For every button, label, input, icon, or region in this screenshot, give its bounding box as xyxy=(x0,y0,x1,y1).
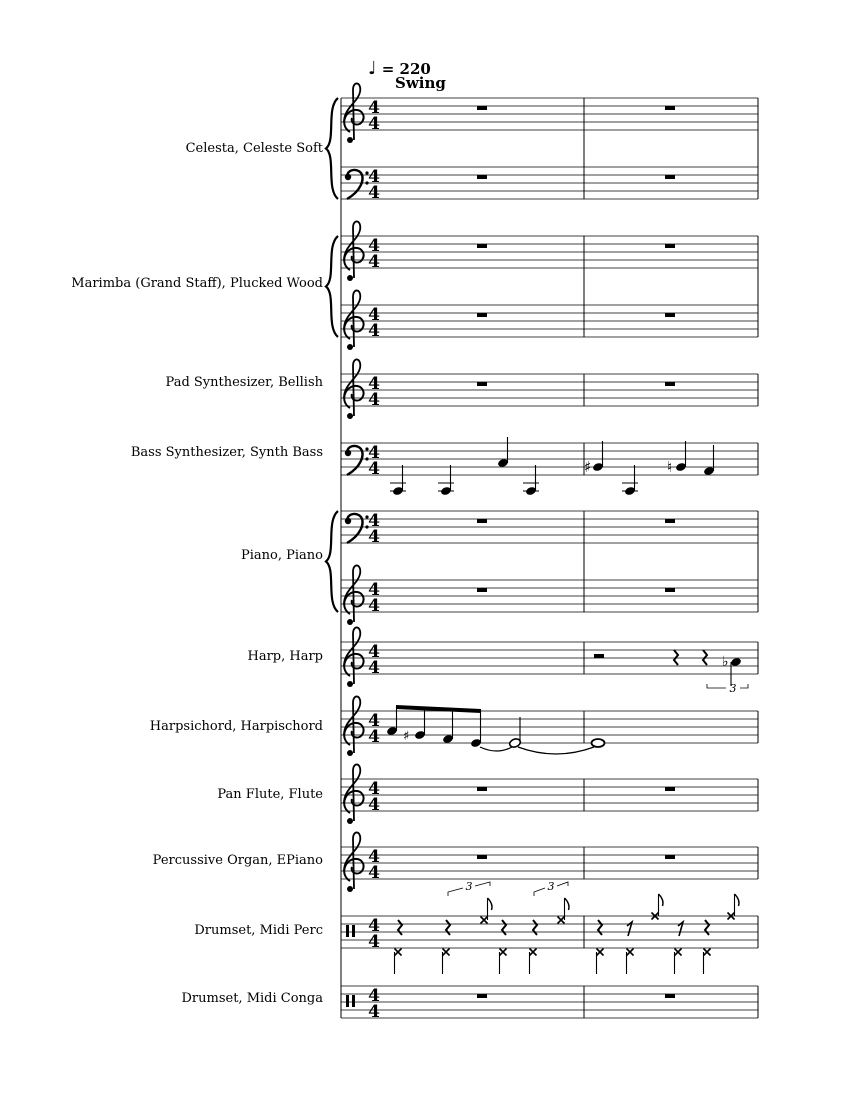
note-flag xyxy=(488,898,493,910)
beam xyxy=(396,705,481,713)
time-signature-top: 4 xyxy=(368,986,380,1006)
whole-rest xyxy=(477,382,487,386)
percussion-clef-icon xyxy=(346,995,355,1007)
time-signature-bottom: 4 xyxy=(368,527,380,547)
sharp-accidental: ♯ xyxy=(403,729,410,744)
accidental: ♮ xyxy=(667,458,673,476)
time-signature-bottom: 4 xyxy=(368,932,380,952)
tuplet-number: 3 xyxy=(465,880,473,893)
tie xyxy=(518,747,594,754)
bass-drum-x-notehead xyxy=(395,949,402,956)
time-signature-bottom: 4 xyxy=(368,1002,380,1022)
time-signature-bottom: 4 xyxy=(368,658,380,678)
time-signature-top: 4 xyxy=(368,511,380,531)
whole-rest xyxy=(665,382,675,386)
whole-rest xyxy=(477,175,487,179)
brace-icon xyxy=(326,236,338,337)
time-signature-bottom: 4 xyxy=(368,459,380,479)
time-signature-bottom: 4 xyxy=(368,795,380,815)
whole-rest xyxy=(477,106,487,110)
tuplet-number: 3 xyxy=(547,880,555,893)
time-signature-top: 4 xyxy=(368,167,380,187)
bass-drum-x-notehead xyxy=(597,949,604,956)
note-flag xyxy=(735,894,740,906)
whole-rest xyxy=(665,787,675,791)
treble-clef-icon xyxy=(344,83,364,143)
bass-drum-x-notehead xyxy=(675,949,682,956)
time-signature-bottom: 4 xyxy=(368,596,380,616)
time-signature-top: 4 xyxy=(368,443,380,463)
time-signature-bottom: 4 xyxy=(368,252,380,272)
accidental: ♯ xyxy=(584,458,592,476)
quarter-rest xyxy=(674,650,678,665)
whole-rest xyxy=(665,588,675,592)
tie xyxy=(480,747,512,751)
time-signature-top: 4 xyxy=(368,236,380,256)
time-signature-top: 4 xyxy=(368,779,380,799)
whole-rest xyxy=(665,313,675,317)
quarter-rest xyxy=(703,650,707,665)
bass-drum-x-notehead xyxy=(530,949,537,956)
whole-rest xyxy=(477,519,487,523)
whole-rest xyxy=(665,106,675,110)
brace-icon xyxy=(326,511,338,612)
time-signature-top: 4 xyxy=(368,305,380,325)
instrument-label-bass-synth: Bass Synthesizer, Synth Bass xyxy=(130,445,323,460)
whole-rest xyxy=(665,175,675,179)
time-signature-bottom: 4 xyxy=(368,727,380,747)
instrument-label-drumset-conga: Drumset, Midi Conga xyxy=(181,991,323,1006)
bass-clef-icon xyxy=(345,514,369,543)
whole-rest xyxy=(477,994,487,998)
time-signature-top: 4 xyxy=(368,642,380,662)
staff-lines xyxy=(326,83,758,1022)
instrument-label-harpsichord: Harpsichord, Harpischord xyxy=(149,719,323,734)
bass-clef-icon xyxy=(345,170,369,199)
instrument-label-harp: Harp, Harp xyxy=(247,649,323,664)
note-flag xyxy=(565,898,570,910)
quarter-note-icon: ♩ xyxy=(368,58,377,79)
treble-clef-icon xyxy=(344,627,364,687)
whole-rest xyxy=(477,244,487,248)
whole-rest xyxy=(477,787,487,791)
time-signature-bottom: 4 xyxy=(368,321,380,341)
note-flag xyxy=(659,894,664,906)
flat-accidental: ♭ xyxy=(722,654,729,670)
time-signature-bottom: 4 xyxy=(368,390,380,410)
instrument-label-celesta: Celesta, Celeste Soft xyxy=(185,141,323,156)
treble-clef-icon xyxy=(344,359,364,419)
treble-clef-icon xyxy=(344,764,364,824)
quarter-rest xyxy=(446,920,450,935)
quarter-rest xyxy=(705,920,709,935)
brace-icon xyxy=(326,98,338,199)
cymbal-x-notehead xyxy=(481,917,488,924)
whole-rest xyxy=(665,519,675,523)
instrument-label-drumset-perc: Drumset, Midi Perc xyxy=(194,923,323,938)
whole-rest xyxy=(665,994,675,998)
eighth-note xyxy=(730,657,742,667)
whole-rest xyxy=(477,588,487,592)
time-signature-top: 4 xyxy=(368,98,380,118)
half-rest xyxy=(594,654,604,658)
whole-rest xyxy=(477,855,487,859)
time-signature-bottom: 4 xyxy=(368,863,380,883)
whole-rest xyxy=(665,855,675,859)
quarter-rest xyxy=(533,920,537,935)
treble-clef-icon xyxy=(344,832,364,892)
time-signature-bottom: 4 xyxy=(368,114,380,134)
time-signature-top: 4 xyxy=(368,580,380,600)
whole-rest xyxy=(665,244,675,248)
style-marking: Swing xyxy=(395,74,446,92)
time-signature-top: 4 xyxy=(368,711,380,731)
tuplet-number: 3 xyxy=(729,682,737,695)
cymbal-x-notehead xyxy=(558,917,565,924)
whole-rest xyxy=(477,313,487,317)
bass-drum-x-notehead xyxy=(627,949,634,956)
instrument-label-percussive-organ: Percussive Organ, EPiano xyxy=(152,853,323,868)
time-signature-top: 4 xyxy=(368,916,380,936)
whole-note xyxy=(592,739,605,747)
treble-clef-icon xyxy=(344,221,364,281)
time-signature-top: 4 xyxy=(368,847,380,867)
treble-clef-icon xyxy=(344,565,364,625)
bass-drum-x-notehead xyxy=(704,949,711,956)
treble-clef-icon xyxy=(344,696,364,756)
treble-clef-icon xyxy=(344,290,364,350)
bass-drum-x-notehead xyxy=(443,949,450,956)
tempo-value: = 220 xyxy=(381,60,431,78)
tuplet-bracket xyxy=(707,684,748,688)
quarter-rest xyxy=(598,920,602,935)
percussion-clef-icon xyxy=(346,925,355,937)
instrument-label-marimba: Marimba (Grand Staff), Plucked Wood xyxy=(71,276,323,291)
time-signature-bottom: 4 xyxy=(368,183,380,203)
quarter-rest xyxy=(502,920,506,935)
instrument-label-piano: Piano, Piano xyxy=(241,548,323,563)
bass-drum-x-notehead xyxy=(500,949,507,956)
instrument-label-pad-synth: Pad Synthesizer, Bellish xyxy=(165,375,323,390)
quarter-rest xyxy=(398,920,402,935)
instrument-label-pan-flute: Pan Flute, Flute xyxy=(217,787,323,802)
time-signature-top: 4 xyxy=(368,374,380,394)
bass-clef-icon xyxy=(345,446,369,475)
